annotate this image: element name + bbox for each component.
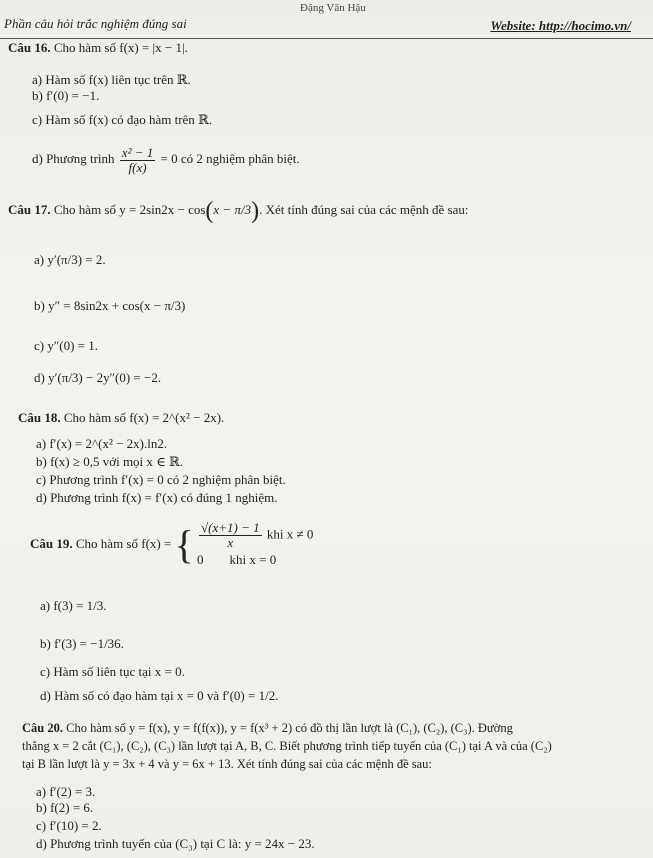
q18-option-c: c) Phương trình f′(x) = 0 có 2 nghiệm phân biệt. [36, 472, 286, 487]
q19-stem: Câu 19. Cho hàm số f(x) = { $\frac{√(x+1) - 1}{x}$ khi x ≠ 0 0 khi x = 0 [30, 514, 313, 574]
q16-fraction: $\frac{\text{x² − 1}}{f(x)}$ [121, 144, 154, 175]
q16-option-d: d) Phương trình $\frac{\text{x² − 1}}{f(x)}$ = 0 có 2 nghiệm phân biệt. [32, 144, 300, 175]
q19-option-d: d) Hàm số có đạo hàm tại x = 0 và f′(0) = 1/2. [40, 688, 279, 703]
q20-option-b: b) f(2) = 6. [36, 800, 94, 815]
q16-option-c: c) Hàm số f(x) có đạo hàm trên ℝ. [32, 112, 213, 127]
q17-option-c: c) y″(0) = 1. [34, 338, 99, 353]
q18-option-a: a) f′(x) = 2^(x² − 2x).ln2. [36, 436, 168, 451]
q20-option-a: a) f′(2) = 3. [36, 784, 96, 799]
q18-option-d: d) Phương trình f(x) = f′(x) có đúng 1 nghiệm. [36, 490, 278, 505]
q20-option-d: d) Phương trình tuyến của (C₃) tại C là: y = 24x − 23. [36, 836, 315, 851]
q16-option-b: b) f′(0) = −1. [32, 88, 100, 103]
website-link[interactable]: Website: http://hocimo.vn/ [490, 18, 631, 33]
section-title: Phần câu hỏi trắc nghiệm đúng sai [4, 16, 187, 31]
corner-text: Đặng Văn Hậu [300, 2, 366, 14]
q17-option-b: b) y″ = 8sin2x + cos(x − π/3) [34, 298, 186, 313]
q20-stem-line2: thẳng x = 2 cắt (C₁), (C₂), (C₃) lần lượt tại A, B, C. Biết phương trình tiếp tuyến của (C₁) tại A và của (C₂) [22, 739, 552, 753]
q18-option-b: b) f(x) ≥ 0,5 với mọi x ∈ ℝ. [36, 454, 184, 469]
q16-option-a: a) Hàm số f(x) liên tục trên ℝ. [32, 72, 191, 87]
q20-stem-line3: tại B lần lượt là y = 3x + 4 và y = 6x + 13. Xét tính đúng sai của các mệnh đề sau: [22, 757, 432, 771]
q17-option-a: a) y′(π/3) = 2. [34, 252, 106, 267]
q18-stem: Câu 18. Cho hàm số f(x) = 2^(x² − 2x). [18, 410, 225, 425]
q19-piecewise: $\frac{√(x+1) - 1}{x}$ khi x ≠ 0 0 khi x = 0 [197, 519, 314, 567]
q16-stem: Câu 16. Cho hàm số f(x) = |x − 1|. [8, 40, 188, 55]
q19-option-a: a) f(3) = 1/3. [40, 598, 107, 613]
q20-stem-line1: Câu 20. Cho hàm số y = f(x), y = f(f(x)), y = f(x³ + 2) có đồ thị lần lượt là (C₁), (C₂), (C₃). Đường [22, 721, 513, 735]
q20-option-c: c) f′(10) = 2. [36, 818, 102, 833]
header-rule [0, 38, 653, 39]
q19-option-b: b) f′(3) = −1/36. [40, 636, 124, 651]
q19-option-c: c) Hàm số liên tục tại x = 0. [40, 664, 185, 679]
q17-stem: Câu 17. Cho hàm số y = 2sin2x − cos(x − π/3). Xét tính đúng sai của các mệnh đề sau: [8, 198, 469, 225]
q17-option-d: d) y′(π/3) − 2y″(0) = −2. [34, 370, 162, 385]
